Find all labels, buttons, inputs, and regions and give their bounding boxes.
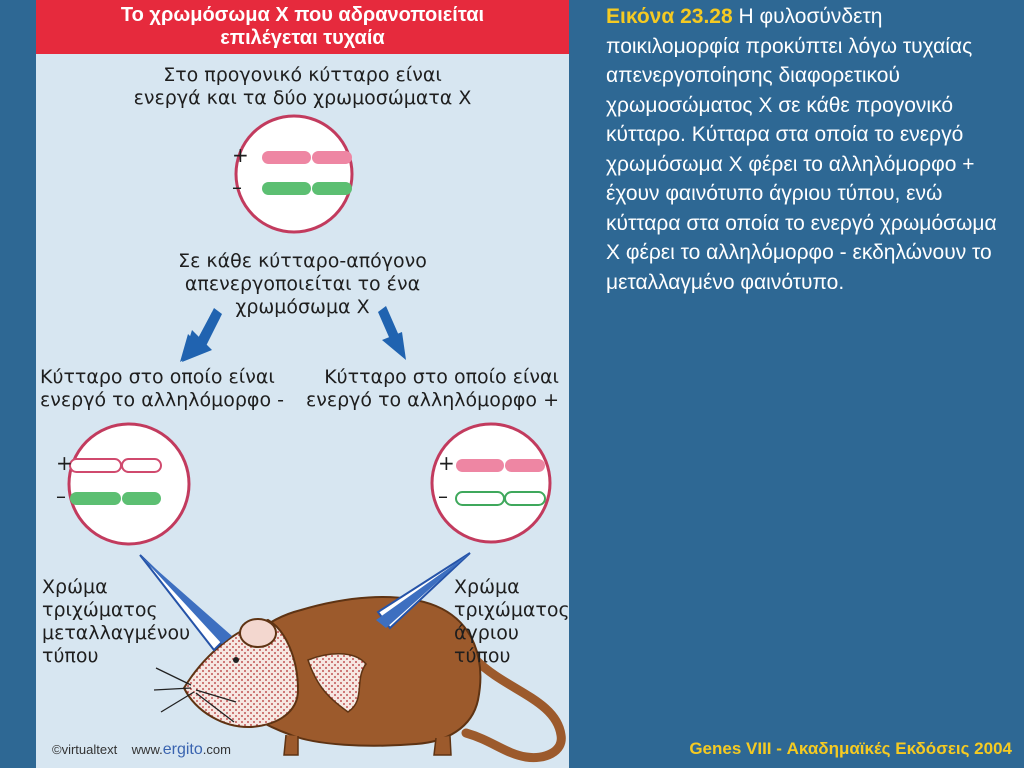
wildtype-coat-line-2: τριχώματος (454, 599, 570, 621)
parent-caption-line-1: Στο προγονικό κύτταρο είναι (163, 64, 442, 86)
left-cell-caption-line-2: ενεργό το αλληλόμορφο - (40, 389, 284, 411)
left-daughter-cell (69, 424, 189, 544)
daughter-caption-line-2: απενεργοποιείται το ένα (184, 273, 421, 295)
right-minus-sign: – (438, 484, 448, 508)
footer-ergito: ergito (162, 741, 203, 758)
left-cell-caption (40, 366, 284, 412)
left-cell-caption-line-1: Κύτταρο στο οποίο είναι (40, 366, 275, 388)
wildtype-coat-line-4: τύπου (454, 645, 511, 667)
caption-body: Η φυλοσύνδετη ποικιλομορφία προκύπτει λόγω τυχαίας απενεργοποίησης διαφορετικού χρωμοσώματος Χ σε κάθε προγονικό κύτταρο. Κύτταρα στα οποία το ενεργό χρωμόσωμα Χ φέρει το αλληλόμορφο + έχουν φαινότυπο άγριου τύπου, ενώ κύτταρα στα οποία το ενεργό χρωμόσωμα Χ φέρει το αλληλόμορφο - εκδηλώνουν το μεταλλαγμένο φαινότυπο. (606, 5, 997, 294)
wildtype-coat-line-1: Χρώμα (454, 576, 520, 598)
parent-cell-caption (36, 64, 569, 110)
figure-footer (52, 741, 231, 759)
caption-label: Εικόνα 23.28 (606, 5, 733, 28)
right-minus-inactive-chromatid-1 (456, 492, 504, 505)
footer-www: www. (131, 742, 163, 757)
parent-caption-line-2: ενεργά και τα δύο χρωμοσώματα Χ (133, 87, 472, 109)
figure-title-line-2: επιλέγεται τυχαία (220, 27, 385, 49)
right-plus-chromatid-1 (456, 459, 504, 472)
parent-plus-chromatid-1 (262, 151, 311, 164)
mutant-coat-line-1: Χρώμα (42, 576, 108, 598)
figure-title-line-1: Το χρωμόσωμα Χ που αδρανοποιείται (120, 4, 485, 26)
mouse-ear (240, 619, 276, 647)
mutant-coat-line-4: τύπου (42, 645, 99, 667)
left-minus-sign: – (56, 484, 66, 508)
mouse-hind-leg (434, 736, 451, 755)
right-plus-sign: + (438, 451, 455, 475)
parent-minus-sign: – (232, 175, 242, 199)
daughter-caption-line-3: χρωμόσωμα Χ (235, 296, 370, 318)
wildtype-coat-caption (454, 576, 570, 668)
left-minus-chromatid-1 (70, 492, 121, 505)
mutant-coat-caption (42, 576, 190, 668)
mutant-coat-line-3: μεταλλαγμένου (42, 622, 191, 644)
caption-text (606, 2, 1006, 297)
parent-minus-chromatid-2 (312, 182, 352, 195)
parent-cell (236, 116, 352, 232)
left-plus-inactive-chromatid-1 (70, 459, 121, 472)
parent-minus-chromatid-1 (262, 182, 311, 195)
mouse-eye (233, 657, 239, 663)
daughter-cell-caption (36, 250, 569, 319)
right-minus-inactive-chromatid-2 (505, 492, 545, 505)
right-plus-chromatid-2 (505, 459, 545, 472)
right-cell-caption (306, 366, 559, 412)
right-daughter-cell (432, 424, 550, 542)
mutant-coat-line-2: τριχώματος (42, 599, 158, 621)
daughter-caption-line-1: Σε κάθε κύτταρο-απόγονο (178, 250, 427, 272)
right-cell-caption-line-2: ενεργό το αλληλόμορφο + (305, 389, 559, 411)
footer-copyright: ©virtualtext (52, 742, 118, 757)
left-plus-sign: + (56, 451, 73, 475)
left-minus-chromatid-2 (122, 492, 161, 505)
publisher-credit: Genes VIII - Ακαδημαϊκές Εκδόσεις 2004 (689, 739, 1012, 758)
parent-plus-sign: + (232, 143, 249, 167)
wildtype-coat-line-3: άγριου (454, 622, 519, 644)
footer-com: .com (202, 742, 231, 757)
parent-plus-chromatid-2 (312, 151, 352, 164)
left-plus-inactive-chromatid-2 (122, 459, 161, 472)
right-cell-caption-line-1: Κύτταρο στο οποίο είναι (324, 366, 559, 388)
mouse-front-leg (284, 735, 298, 755)
figure-panel (36, 0, 569, 768)
